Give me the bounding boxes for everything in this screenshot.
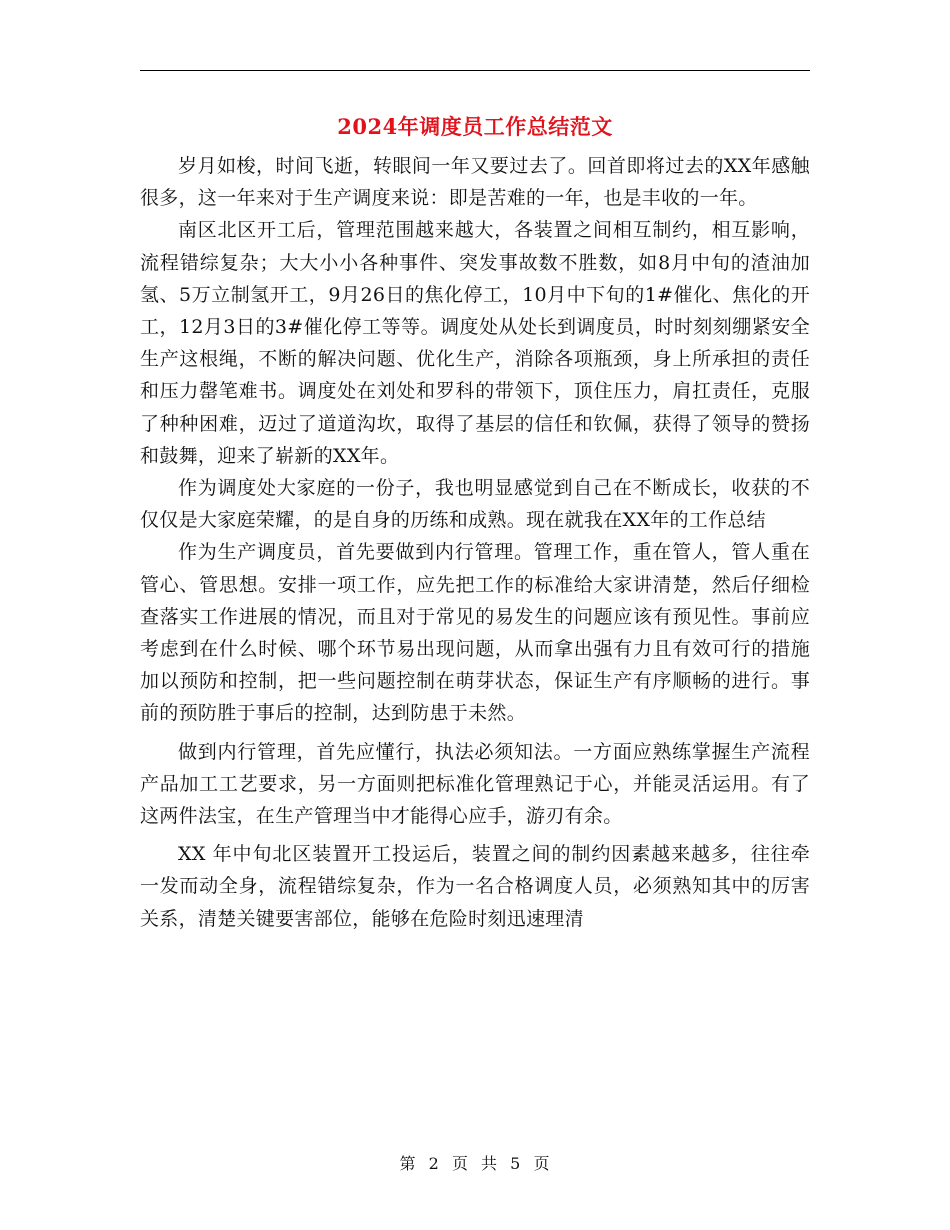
document-body (140, 150, 810, 935)
footer-total-prefix: 共 (481, 1154, 499, 1173)
page-number-footer (140, 1153, 810, 1175)
paragraph-5: 做到内行管理，首先应懂行，执法必须知法。一方面应熟练掌握生产流程产品加工工艺要求，另一方面则把标准化管理熟记于心，并能灵活运用。有了这两件法宝，在生产管理当中才能得心应手，游刃有余。 (140, 740, 810, 828)
paragraph-2: 南区北区开工后，管理范围越来越大，各装置之间相互制约，相互影响，流程错综复杂；大大小小各种事件、突发事故数不胜数，如8月中旬的渣油加氢、5万立制氢开工，9月26日的焦化停工，10月中下旬的1#催化、焦化的开工，12月3日的3#催化停工等等。调度处从处长到调度员，时时刻刻绷紧安全生产这根绳，不断的解决问题、优化生产，消除各项瓶颈，身上所承担的责任和压力罄笔难书。调度处在刘处和罗科的带领下，顶住压力，肩扛责任，克服了种种困难，迈过了道道沟坎，取得了基层的信任和钦佩，获得了领导的赞扬和鼓舞，迎来了崭新的XX年。 (140, 219, 810, 467)
paragraph-1: 岁月如梭，时间飞逝，转眼间一年又要过去了。回首即将过去的XX年感触很多，这一年来对于生产调度来说：即是苦难的一年，也是丰收的一年。 (140, 155, 810, 210)
header-rule (140, 70, 810, 71)
footer-mid: 页 (451, 1154, 469, 1173)
footer-prefix: 第 (399, 1154, 417, 1173)
paragraph-3: 作为调度处大家庭的一份子，我也明显感觉到自己在不断成长，收获的不仅仅是大家庭荣耀，的是自身的历练和成熟。现在就我在XX年的工作总结 (140, 477, 810, 532)
footer-suffix: 页 (533, 1154, 551, 1173)
paragraph-6: XX 年中旬北区装置开工投运后，装置之间的制约因素越来越多，往往牵一发而动全身，流程错综复杂，作为一名合格调度人员，必须熟知其中的厉害关系，清楚关键要害部位，能够在危险时刻迅速理清 (140, 843, 810, 930)
footer-current-page: 2 (428, 1154, 440, 1173)
document-title: 2024年调度员工作总结范文 (337, 114, 613, 139)
footer-total-pages: 5 (510, 1154, 522, 1173)
paragraph-4: 作为生产调度员，首先要做到内行管理。管理工作，重在管人，管人重在管心、管思想。安排一项工作，应先把工作的标准给大家讲清楚，然后仔细检查落实工作进展的情况，而且对于常见的易发生的问题应该有预见性。事前应考虑到在什么时候、哪个环节易出现问题，从而拿出强有力且有效可行的措施加以预防和控制，把一些问题控制在萌芽状态，保证生产有序顺畅的进行。事前的预防胜于事后的控制，达到防患于未然。 (140, 541, 810, 725)
